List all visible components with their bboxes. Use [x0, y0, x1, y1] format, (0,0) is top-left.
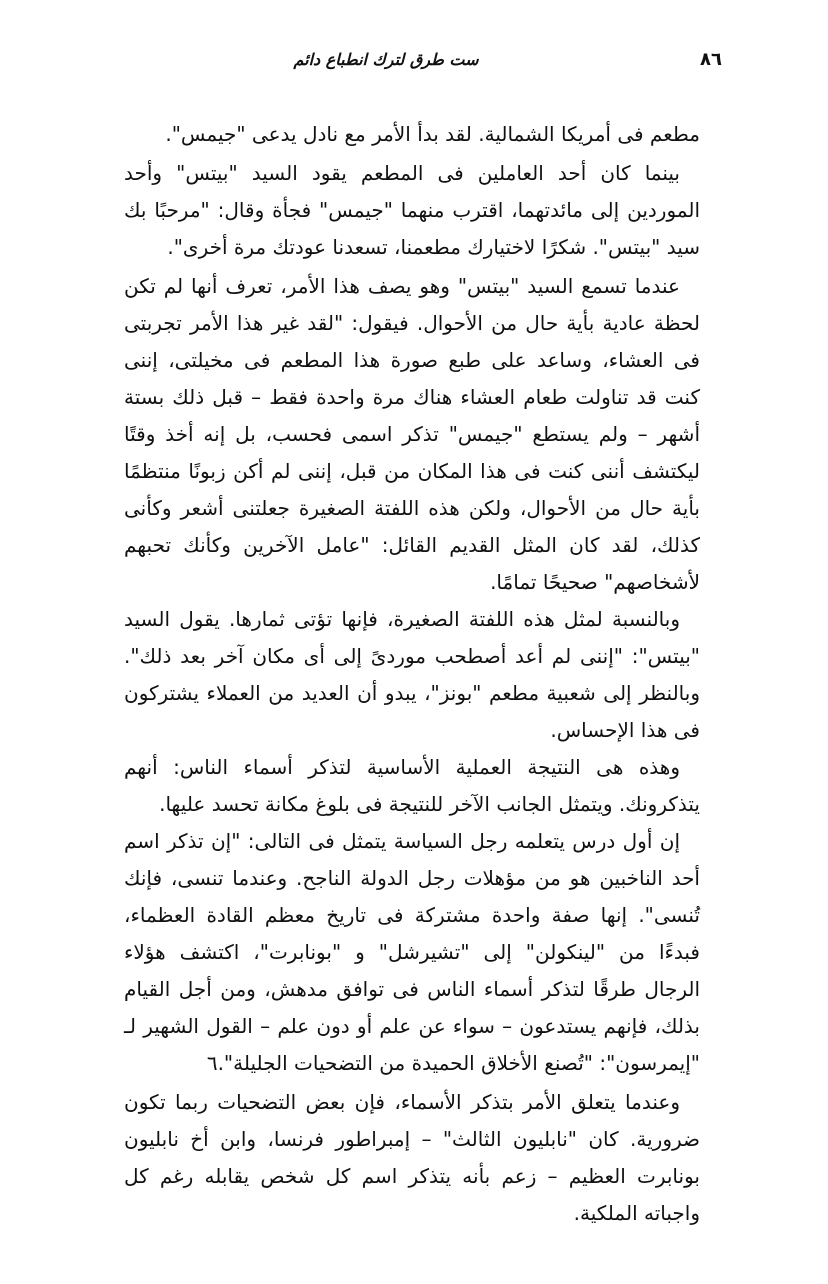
paragraph-4: وبالنسبة لمثل هذه اللفتة الصغيرة، فإنها تؤتى ثمارها. يقول السيد "بيتس": "إننى لم أعد أصطحب موردىً إلى أى مكان آخر بعد ذلك". وبالنظر إلى شعبية مطعم "بونز"، يبدو أن العديد من العملاء يشتركون فى هذا الإحساس. — [124, 607, 700, 742]
page-number: ٨٦ — [700, 49, 722, 70]
paragraph-6: إن أول درس يتعلمه رجل السياسة يتمثل فى التالى: "إن تذكر اسم أحد الناخبين هو من مؤهلات رجل الدولة الناجح. وعندما تنسى، فإنك تُنسى". إنها صفة واحدة مشتركة فى تاريخ معظم القادة العظماء، فبدءًا من "لينكولن" إلى "تشيرشل" و "بونابرت"، اكتشف هؤلاء الرجال طرقًا لتذكر أسماء الناس فى توافق مدهش، ومن أجل القيام بذلك، فإنهم يستدعون – سواء عن علم أو دون علم – القول الشهير لـ "إيمرسون": "تُصنع الأخلاق الحميدة من التضحيات الجليلة".٦ — [124, 829, 700, 1075]
body-text — [124, 116, 700, 1232]
page-header — [110, 46, 722, 76]
paragraph-5: وهذه هى النتيجة العملية الأساسية لتذكر أسماء الناس: أنهم يتذكرونك. ويتمثل الجانب الآخر للنتيجة فى بلوغ مكانة تحسد عليها. — [124, 755, 700, 816]
paragraph-3: عندما تسمع السيد "بيتس" وهو يصف هذا الأمر، تعرف أنها لم تكن لحظة عادية بأية حال من الأحوال. فيقول: "لقد غير هذا الأمر تجربتى فى العشاء، وساعد على طبع صورة هذا المطعم فى مخيلتى، إننى كنت قد تناولت طعام العشاء هناك مرة واحدة فقط – قبل ذلك بستة أشهر – ولم يستطع "جيمس" تذكر اسمى فحسب، بل إنه أخذ وقتًا ليكتشف أننى كنت فى هذا المكان من قبل، إننى لم أكن زبونًا منتظمًا بأية حال من الأحوال، ولكن هذه اللفتة الصغيرة جعلتنى أشعر وكأنى كذلك، لقد كان المثل القديم القائل: "عامل الآخرين وكأنك تحبهم لأشخاصهم" صحيحًا تمامًا. — [124, 274, 700, 594]
paragraph-7: وعندما يتعلق الأمر بتذكر الأسماء، فإن بعض التضحيات ربما تكون ضرورية. كان "نابليون الثالث" – إمبراطور فرنسا، وابن أخ نابليون بونابرت العظيم – زعم بأنه يتذكر اسم كل شخص يقابله رغم كل واجباته الملكية. — [124, 1090, 700, 1225]
running-title: ست طرق لترك انطباع دائم — [293, 50, 479, 69]
paragraph-1: مطعم فى أمريكا الشمالية. لقد بدأ الأمر مع نادل يدعى "جيمس". — [165, 122, 700, 146]
paragraph-2: بينما كان أحد العاملين فى المطعم يقود السيد "بيتس" وأحد الموردين إلى مائدتهما، اقترب منهما "جيمس" فجأة وقال: "مرحبًا بك سيد "بيتس". شكرًا لاختيارك مطعمنا، تسعدنا عودتك مرة أخرى". — [124, 161, 700, 259]
